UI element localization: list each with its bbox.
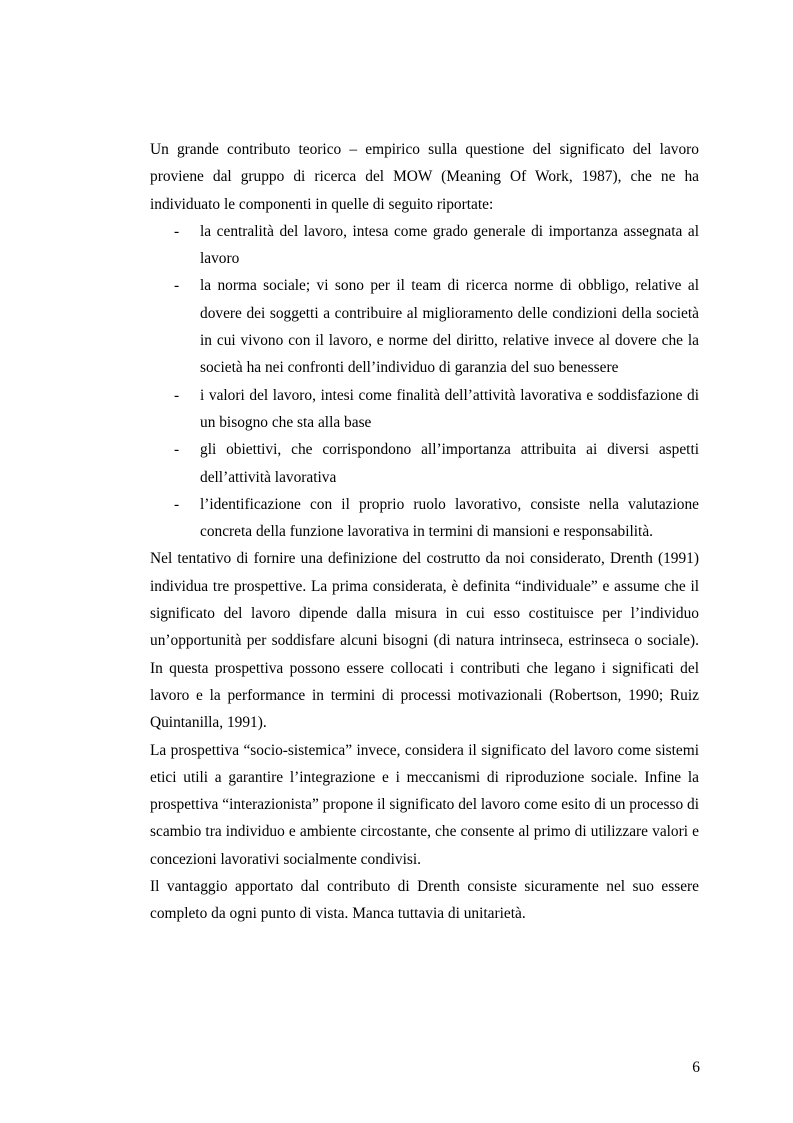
paragraph-drenth-conclusion: Il vantaggio apportato dal contributo di Drenth consiste sicuramente nel suo essere completo da ogni punto di vista. Manca tuttavia di unitarietà. [150,878,699,923]
list-item [150,382,699,437]
list-item [150,272,699,381]
bullet-dash: - [174,222,180,240]
bullet-dash: - [174,495,180,513]
list-item-text: gli obiettivi, che corrispondono all’importanza attribuita ai diversi aspetti dell’attività lavorativa [200,441,699,486]
mow-components-list [150,218,699,546]
bullet-dash: - [174,277,180,295]
paragraph-drenth-perspectives: Nel tentativo di fornire una definizione del costrutto da noi considerato, Drenth (1991) individua tre prospettive. La prima considerata, è definita “individuale” e assume che il significato del lavoro dipende dalla misura in cui esso costituisce per l’individuo un’opportunità per soddisfare alcuni bisogni (di natura intrinseca, estrinseca o sociale). In questa prospettiva possono essere collocati i contributi che legano i significati del lavoro e la performance in termini di processi motivazionali (Robertson, 1990; Ruiz Quintanilla, 1991). [150,550,699,732]
list-item-text: la centralità del lavoro, intesa come grado generale di importanza assegnata al lavoro [200,222,699,268]
paragraph-socio-systemic: La prospettiva “socio-sistemica” invece, considera il significato del lavoro come sistemi etici utili a garantire l’integrazione e i meccanismi di riproduzione sociale. Infine la prospettiva “interazionista” propone il significato del lavoro come esito di un processo di scambio tra individuo e ambiente circostante, che consente al primo di utilizzare valori e concezioni lavorativi socialmente condivisi. [150,741,699,868]
list-item-text: la norma sociale; vi sono per il team di ricerca norme di obbligo, relative al dovere dei soggetti a contribuire al miglioramento delle condizioni della società in cui vivono con il lavoro, e norme del diritto, relative invece al dovere che la società ha nei confronti dell’individuo di garanzia del suo benessere [200,277,699,377]
paragraph-mow-intro: Un grande contributo teorico – empirico sulla questione del significato del lavoro proviene dal gruppo di ricerca del MOW (Meaning Of Work, 1987), che ne ha individuato le componenti in quelle di seguito riportate: [150,141,699,213]
list-item-text: i valori del lavoro, intesi come finalità dell’attività lavorativa e soddisfazione di un bisogno che sta alla base [200,386,699,431]
bullet-dash: - [174,441,180,459]
list-item [150,491,699,546]
list-item-text: l’identificazione con il proprio ruolo lavorativo, consiste nella valutazione concreta della funzione lavorativa in termini di mansioni e responsabilità. [200,495,699,541]
page-number: 6 [692,1059,700,1076]
list-item [150,436,699,491]
list-item [150,218,699,273]
bullet-dash: - [174,386,180,404]
page-body [150,136,699,928]
